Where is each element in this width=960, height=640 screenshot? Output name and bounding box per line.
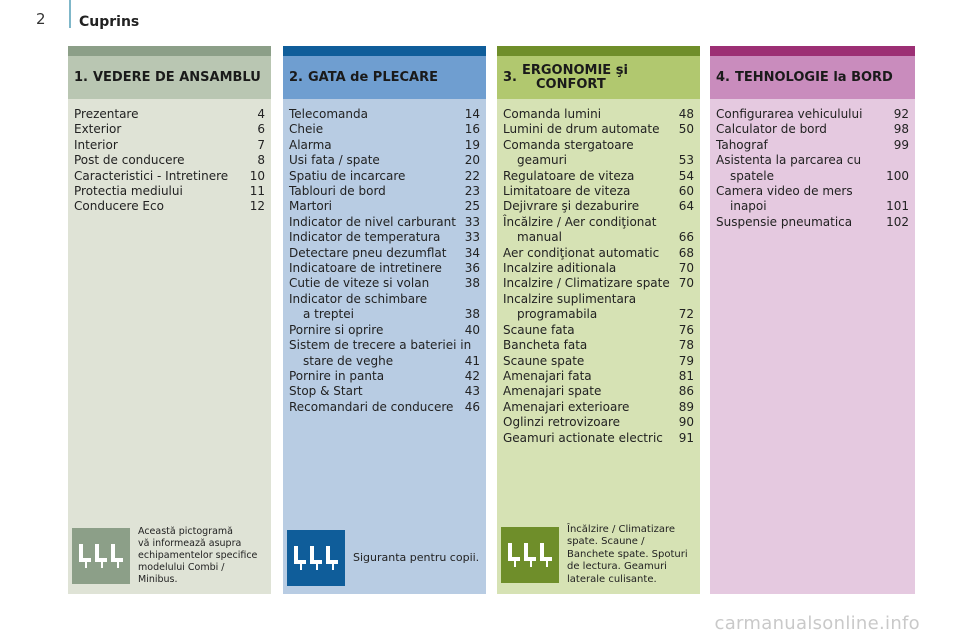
toc-entry[interactable]	[289, 230, 480, 245]
toc-entry[interactable]	[503, 184, 694, 199]
toc-entry[interactable]	[716, 184, 909, 199]
section-footer	[287, 530, 482, 586]
toc-entry-page: 76	[678, 322, 694, 337]
toc-entry-page: 70	[678, 276, 694, 291]
toc-entry-page: 4	[257, 107, 265, 121]
toc-entry[interactable]	[289, 292, 480, 307]
toc-entry-label: Stop & Start	[289, 384, 363, 399]
toc-entry[interactable]	[289, 138, 480, 153]
toc-entry-label: Încălzire / Aer condiţionat	[503, 214, 657, 229]
toc-entry-label: programabila	[517, 307, 598, 322]
toc-entry-label: Comanda lumini	[503, 107, 602, 121]
toc-entry[interactable]	[503, 400, 694, 415]
toc-list	[497, 99, 700, 446]
section-heading	[283, 56, 486, 99]
toc-entry[interactable]	[503, 169, 694, 184]
toc-entry-label: Amenajari fata	[503, 368, 592, 383]
toc-entry-label: Alarma	[289, 137, 332, 152]
toc-entry-label: Suspensie pneumatica	[716, 214, 853, 229]
toc-entry[interactable]	[74, 122, 265, 137]
footer-line: spate. Scaune /	[567, 536, 645, 547]
section-ergonomie-si-confort	[497, 46, 700, 594]
toc-entry[interactable]	[503, 261, 694, 276]
toc-entry[interactable]	[289, 384, 480, 399]
toc-entry-page: 89	[678, 399, 694, 414]
footer-line: Siguranta pentru copii.	[353, 551, 480, 564]
footer-note	[567, 524, 688, 587]
section-tehnologie-la-bord	[710, 46, 915, 594]
seats-icon	[72, 528, 130, 584]
toc-entry-page: 99	[893, 137, 909, 152]
toc-entry-label: Oglinzi retrovizoare	[503, 415, 621, 430]
toc-entry[interactable]	[289, 400, 480, 415]
toc-entry-label: Scaune spate	[503, 353, 585, 368]
toc-entry[interactable]	[503, 122, 694, 137]
toc-entry-page: 68	[678, 245, 694, 260]
toc-entry-label: geamuri	[517, 153, 567, 168]
footer-line: Banchete spate. Spoturi	[567, 548, 688, 560]
toc-entry-label: Tahograf	[716, 137, 768, 152]
toc-entry[interactable]	[74, 107, 265, 122]
toc-entry-label: Incalzire / Climatizare spate	[503, 276, 670, 291]
section-title-line: ERGONOMIE şi	[521, 62, 628, 78]
toc-entry-page: 60	[678, 184, 694, 199]
section-top-bar	[283, 46, 486, 56]
toc-entry-label: Protectia mediului	[74, 184, 183, 199]
section-footer	[72, 526, 267, 586]
toc-entry-label: Regulatoare de viteza	[503, 168, 635, 183]
toc-entry-label: Limitatoare de viteza	[503, 184, 631, 199]
toc-entry-label: Amenajari exterioare	[503, 399, 630, 414]
footer-line: Această pictogramă	[138, 526, 233, 537]
toc-entry-label: spatele	[730, 168, 775, 183]
toc-entry-page: 14	[464, 107, 480, 121]
toc-entry-label: Scaune fata	[503, 322, 575, 337]
toc-entry[interactable]	[503, 292, 694, 307]
seats-icon	[287, 530, 345, 586]
toc-entry[interactable]	[503, 138, 694, 153]
toc-entry[interactable]	[716, 122, 909, 137]
toc-entry-label: Incalzire suplimentara	[503, 291, 637, 306]
toc-entry[interactable]	[716, 215, 909, 230]
toc-entry-continued[interactable]	[289, 307, 480, 322]
footer-note	[138, 526, 267, 586]
toc-entry-label: Comanda stergatoare	[503, 137, 634, 152]
toc-entry-page: 20	[464, 153, 480, 168]
toc-entry-page: 12	[249, 199, 265, 214]
toc-entry[interactable]	[716, 107, 909, 122]
toc-entry-label: Interior	[74, 137, 118, 152]
toc-entry-page: 33	[464, 214, 480, 229]
toc-entry-continued[interactable]	[503, 307, 694, 322]
toc-entry-label: Cutie de viteze si volan	[289, 276, 430, 291]
toc-entry[interactable]	[289, 184, 480, 199]
toc-entry-label: Camera video de mers	[716, 184, 853, 199]
toc-entry-page: 7	[257, 137, 265, 152]
toc-entry-label: Bancheta fata	[503, 338, 588, 353]
toc-entry[interactable]	[74, 169, 265, 184]
toc-entry[interactable]	[716, 138, 909, 153]
toc-entry-page: 101	[886, 199, 909, 214]
toc-entry-page: 40	[464, 322, 480, 337]
section-number: 2.	[289, 70, 303, 85]
toc-entry-label: Detectare pneu dezumflat	[289, 245, 447, 260]
toc-entry-label: Spatiu de incarcare	[289, 168, 406, 183]
toc-entry[interactable]	[289, 369, 480, 384]
toc-entry[interactable]	[289, 153, 480, 168]
toc-entry-label: Aer condiţionat automatic	[503, 245, 660, 260]
footer-line: Încălzire / Climatizare	[567, 523, 676, 535]
toc-entry-label: Dejivrare şi dezaburire	[503, 199, 640, 214]
toc-entry-page: 23	[464, 184, 480, 199]
seats-icon	[501, 527, 559, 583]
toc-entry[interactable]	[716, 153, 909, 168]
toc-entry[interactable]	[503, 384, 694, 399]
toc-entry-page: 6	[257, 122, 265, 137]
section-top-bar	[68, 46, 271, 56]
footer-note	[353, 552, 479, 564]
toc-entry-label: Lumini de drum automate	[503, 122, 660, 137]
toc-entry-page: 38	[464, 276, 480, 291]
toc-entry-label: Telecomanda	[289, 107, 368, 121]
section-footer	[501, 524, 696, 587]
section-gata-de-plecare	[283, 46, 486, 594]
section-top-bar	[497, 46, 700, 56]
toc-entry[interactable]	[289, 276, 480, 291]
toc-entry-continued[interactable]	[503, 153, 694, 168]
toc-entry[interactable]	[289, 215, 480, 230]
toc-entry-label: Pornire si oprire	[289, 322, 384, 337]
section-top-bar	[710, 46, 915, 56]
toc-entry-page: 98	[893, 122, 909, 137]
toc-entry-label: Geamuri actionate electric	[503, 430, 663, 445]
toc-entry-page: 86	[678, 384, 694, 399]
toc-entry[interactable]	[503, 215, 694, 230]
toc-entry-continued[interactable]	[503, 230, 694, 245]
toc-entry[interactable]	[74, 138, 265, 153]
toc-entry[interactable]	[503, 107, 694, 122]
section-heading	[710, 56, 915, 99]
toc-entry-page: 19	[464, 137, 480, 152]
toc-entry-page: 70	[678, 261, 694, 276]
section-title	[522, 64, 628, 92]
toc-list	[283, 99, 486, 415]
toc-entry-page: 34	[464, 245, 480, 260]
toc-entry-label: Configurarea vehiculului	[716, 107, 863, 121]
header-accent-bar	[69, 0, 71, 28]
toc-entry-label: Calculator de bord	[716, 122, 827, 137]
page-title: Cuprins	[79, 14, 140, 30]
toc-entry[interactable]	[503, 246, 694, 261]
toc-entry[interactable]	[503, 338, 694, 353]
toc-entry-page: 10	[249, 168, 265, 183]
footer-line: echipamentelor specifice	[138, 550, 258, 561]
toc-entry-page: 92	[893, 107, 909, 121]
toc-entry-label: Cheie	[289, 122, 324, 137]
toc-entry-page: 81	[678, 368, 694, 383]
page-number: 2	[36, 10, 46, 28]
section-title: VEDERE DE ANSAMBLU	[92, 70, 261, 85]
toc-entry-page: 42	[464, 368, 480, 383]
toc-entry-label: Indicator de schimbare	[289, 291, 428, 306]
toc-entry[interactable]	[289, 246, 480, 261]
toc-entry-page: 38	[464, 307, 480, 322]
section-title: GATA de PLECARE	[307, 70, 438, 85]
toc-entry-page: 91	[678, 430, 694, 445]
section-number: 1.	[74, 70, 88, 85]
toc-entry[interactable]	[289, 338, 480, 353]
footer-line: laterale culisante.	[567, 573, 657, 585]
toc-entry[interactable]	[503, 199, 694, 214]
toc-entry-label: Exterior	[74, 122, 122, 137]
toc-entry-page: 79	[678, 353, 694, 368]
toc-entry-label: Sistem de trecere a bateriei in	[289, 338, 472, 353]
toc-entry[interactable]	[503, 276, 694, 291]
footer-line: modelului Combi / Minibus.	[138, 562, 225, 585]
toc-entry-page: 64	[678, 199, 694, 214]
toc-entry-page: 33	[464, 230, 480, 245]
toc-entry[interactable]	[503, 415, 694, 430]
toc-entry[interactable]	[74, 199, 265, 214]
toc-entry-label: Indicator de temperatura	[289, 230, 441, 245]
toc-entry-page: 53	[678, 153, 694, 168]
toc-entry-page: 8	[257, 153, 265, 168]
toc-entry-label: Asistenta la parcarea cu	[716, 153, 862, 168]
toc-entry-label: Amenajari spate	[503, 384, 602, 399]
toc-entry-label: a treptei	[303, 307, 354, 322]
toc-entry[interactable]	[503, 431, 694, 446]
toc-entry[interactable]	[289, 261, 480, 276]
toc-entry-page: 100	[886, 168, 909, 183]
toc-entry[interactable]	[503, 323, 694, 338]
toc-entry-label: Post de conducere	[74, 153, 185, 168]
toc-entry-page: 50	[678, 122, 694, 137]
toc-entry-label: inapoi	[730, 199, 767, 214]
toc-entry-label: Recomandari de conducere	[289, 399, 454, 414]
toc-entry-label: Prezentare	[74, 107, 139, 121]
toc-entry-page: 46	[464, 399, 480, 414]
watermark: carmanualsonline.info	[714, 613, 920, 634]
toc-entry-label: manual	[517, 230, 562, 245]
section-heading	[497, 56, 700, 99]
section-heading	[68, 56, 271, 99]
toc-entry-continued[interactable]	[289, 354, 480, 369]
toc-entry-label: Conducere Eco	[74, 199, 164, 214]
toc-entry[interactable]	[289, 199, 480, 214]
toc-list	[68, 99, 271, 215]
section-number: 3.	[503, 70, 517, 85]
section-number: 4.	[716, 70, 730, 85]
toc-entry-label: stare de veghe	[303, 353, 394, 368]
toc-entry-page: 22	[464, 168, 480, 183]
toc-entry[interactable]	[289, 323, 480, 338]
toc-entry-label: Pornire in panta	[289, 368, 385, 383]
toc-list	[710, 99, 915, 230]
section-title-line: CONFORT	[535, 76, 606, 92]
toc-entry-page: 72	[678, 307, 694, 322]
toc-entry-label: Caracteristici - Intretinere	[74, 168, 229, 183]
toc-entry-label: Tablouri de bord	[289, 184, 386, 199]
toc-entry-label: Indicatoare de intretinere	[289, 261, 442, 276]
toc-entry[interactable]	[289, 107, 480, 122]
toc-entry[interactable]	[289, 169, 480, 184]
toc-entry-page: 16	[464, 122, 480, 137]
section-title: TEHNOLOGIE la BORD	[734, 70, 893, 85]
toc-entry-page: 48	[678, 107, 694, 121]
section-vedere-de-ansamblu	[68, 46, 271, 594]
toc-entry-page: 102	[886, 214, 909, 229]
toc-entry-label: Indicator de nivel carburant	[289, 214, 456, 229]
toc-entry-page: 25	[464, 199, 480, 214]
toc-entry-page: 78	[678, 338, 694, 353]
toc-entry[interactable]	[289, 122, 480, 137]
toc-entry-continued[interactable]	[716, 199, 909, 214]
toc-entry-page: 11	[249, 184, 265, 199]
toc-entry-page: 66	[678, 230, 694, 245]
footer-line: de lectura. Geamuri	[567, 561, 667, 572]
toc-entry-page: 90	[678, 415, 694, 430]
footer-line: vă informează asupra	[138, 538, 242, 549]
toc-entry-page: 54	[678, 168, 694, 183]
toc-entry[interactable]	[503, 354, 694, 369]
toc-entry-page: 36	[464, 261, 480, 276]
toc-entry-label: Martori	[289, 199, 332, 214]
toc-entry-label: Usi fata / spate	[289, 153, 380, 168]
toc-entry-label: Incalzire aditionala	[503, 261, 617, 276]
toc-entry-continued[interactable]	[716, 169, 909, 184]
toc-entry-page: 41	[464, 353, 480, 368]
toc-entry-page: 43	[464, 384, 480, 399]
toc-entry[interactable]	[503, 369, 694, 384]
toc-entry[interactable]	[74, 184, 265, 199]
toc-entry[interactable]	[74, 153, 265, 168]
